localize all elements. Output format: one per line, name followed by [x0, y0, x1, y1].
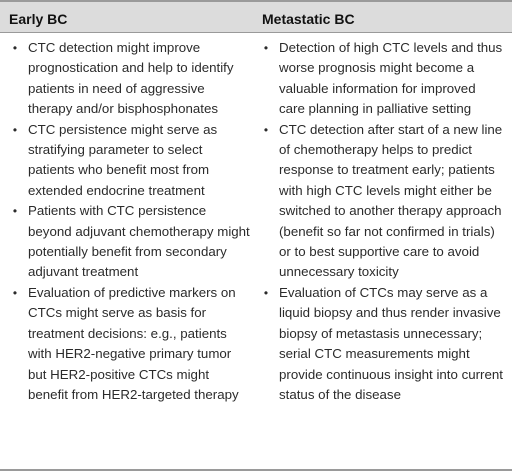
bullet-icon: •	[263, 285, 269, 300]
bullet-icon: •	[12, 285, 18, 300]
list-item: • Detection of high CTC levels and thus worse prognosis might become a valuable information for improved care planning in palliative setting	[259, 38, 505, 120]
table-header-row	[0, 2, 512, 32]
list-item: • Evaluation of CTCs may serve as a liquid biopsy and thus render invasive biopsy of metastasis unnecessary; serial CTC measurements might provide continuous insight into current status of the disease	[259, 283, 505, 405]
bullet-icon: •	[12, 122, 18, 137]
header-rule	[0, 32, 512, 33]
list-item: • Evaluation of predictive markers on CTCs might serve as basis for treatment decisions: e.g., patients with HER2-negative primary tumor but HER2-positive CTCs might benefit from HER2-targeted therapy	[8, 283, 250, 405]
list-item: • Patients with CTC persistence beyond adjuvant chemotherapy might potentially benefit from secondary adjuvant treatment	[8, 201, 250, 283]
bullet-icon: •	[12, 204, 18, 219]
metastatic-bc-column	[259, 38, 505, 405]
list-item: • CTC detection after start of a new line of chemotherapy helps to predict response to treatment early; patients with high CTC levels might either be switched to another therapy approach (benefit so far not confirmed in trials) or to best supportive care to avoid unnecessary toxicity	[259, 120, 505, 283]
metastatic-bc-list	[259, 38, 505, 405]
bullet-icon: •	[263, 41, 269, 55]
list-item: • CTC persistence might serve as stratifying parameter to select patients who benefit most from extended endocrine treatment	[8, 120, 250, 202]
bullet-icon: •	[263, 122, 269, 137]
list-item: • CTC detection might improve prognostication and help to identify patients in need of aggressive therapy and/or bisphosphonates	[8, 38, 250, 120]
early-bc-column	[8, 38, 250, 405]
header-early-bc: Early BC	[9, 11, 68, 27]
header-metastatic-bc: Metastatic BC	[262, 11, 355, 27]
bullet-icon: •	[12, 41, 18, 55]
early-bc-list	[8, 38, 250, 405]
